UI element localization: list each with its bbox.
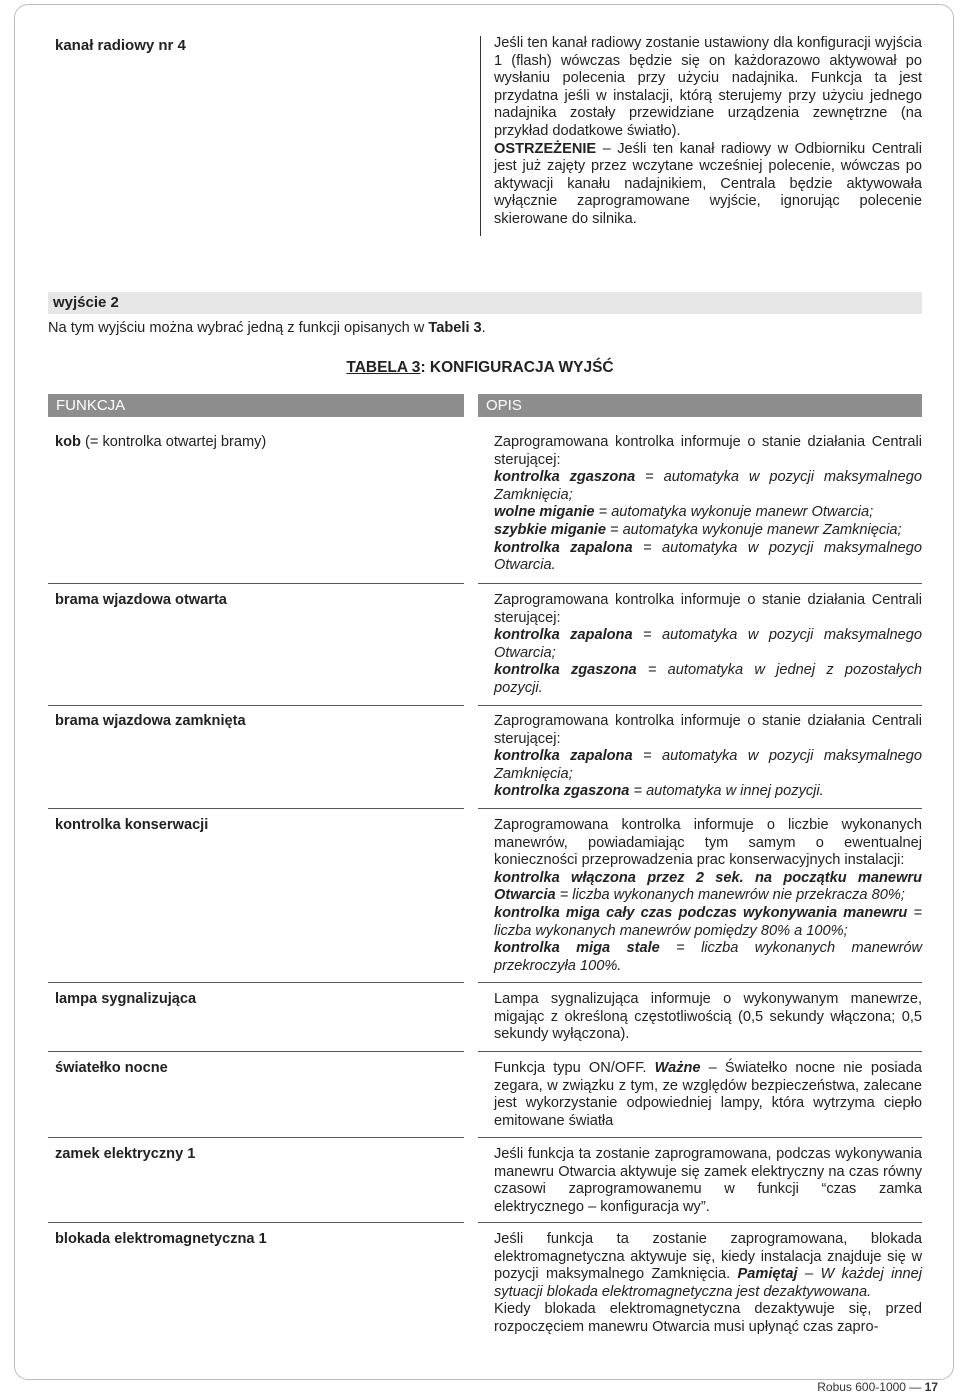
page-number: 17 [924,1380,938,1394]
desc-term: Pamiętaj [737,1266,798,1283]
desc-line [494,870,922,905]
desc-intro: Zaprogramowana kontrolka informuje o stanie działania Centrali sterującej: [494,434,922,468]
description-cell [494,592,922,698]
desc-text: – Światełko nocne nie posiada zegara, w związku z tym, ze względów bezpieczeństwa, zalecane jest wykorzystanie odpowiedniej lampy, która wytrzyma ciepło emitowane światła [494,1060,922,1129]
section-text-post: . [481,320,486,336]
description-cell [494,713,922,801]
desc-line [494,627,922,662]
radio-paragraph: Jeśli ten kanał radiowy zostanie ustawiony dla konfiguracji wyjścia 1 (flash) wówczas będzie się on każdorazowo aktywował po wysłaniu polecenia przy użyciu nadajnika. Funkcja ta jest przydatna jeśli w instalacji, którą sterujemy przy użyciu jednego nadajnika zostały przewidziane urządzenia zewnętrzne (na przykład dodatkowe światło). [494,35,922,139]
desc-term: kontrolka zapalona [494,748,633,765]
row-divider [478,1137,922,1138]
row-divider [48,1137,464,1138]
desc-line [494,748,922,783]
function-cell [55,434,455,452]
desc-term: szybkie miganie [494,521,606,538]
desc-def: = liczba wykonanych manewrów pomiędzy 80% a 100%; [494,904,922,939]
desc-text: Funkcja typu ON/OFF. [494,1060,655,1076]
desc-def: = automatyka w jednej z pozostałych pozycji. [494,662,922,696]
footer-separator: — [905,1380,925,1394]
table-title [0,358,960,378]
row-divider [478,1051,922,1052]
function-cell: światełko nocne [55,1060,168,1076]
warning-text: – Jeśli ten kanał radiowy w Odbiorniku Centrali jest już zajęty przez wczytane wcześniej polecenie, wówczas po aktywacji kanału nadajnikiem, Centrala będzie aktywowała wyłącznie zaprogramowane wyjście, ignorując polecenie skierowane do silnika. [494,140,922,227]
description-cell: Jeśli funkcja ta zostanie zaprogramowana, podczas wykonywania manewru Otwarcia aktywuje się zamek elektryczny na czas równy czasowi zaprogramowanemu w funkcji “czas zamka elektrycznego – konfiguracja wy”. [494,1146,922,1215]
desc-term: kontrolka włączona przez 2 sek. na początku manewru Otwarcia [494,869,922,904]
desc-term: kontrolka miga stale [494,940,660,957]
header-funkcja-label: FUNKCJA [56,397,126,414]
header-funkcja [48,394,464,417]
desc-line [494,662,922,697]
desc-line [494,905,922,940]
table-title-text: : KONFIGURACJA WYJŚĆ [420,359,614,376]
function-name: kob [55,434,81,450]
desc-term: kontrolka zapalona [494,627,633,644]
desc-def: = liczba wykonanych manewrów nie przekracza 80%; [555,887,905,904]
radio-channel-title: kanał radiowy nr 4 [55,37,186,54]
description-cell [494,1060,922,1130]
row-divider [48,1051,464,1052]
desc-paragraph: Kiedy blokada elektromagnetyczna dezaktywuje się, przed rozpoczęciem manewru Otwarcia musi upłynąć czas zapro- [494,1301,922,1335]
radio-warning [494,141,922,229]
desc-term: kontrolka zgaszona [494,783,630,800]
desc-line [494,940,922,975]
row-divider [48,808,464,809]
page-footer [817,1381,938,1394]
divider-line [480,36,481,236]
desc-text: Jeśli funkcja ta zostanie zaprogramowana, blokada elektromagnetyczna aktywuje się, kiedy instalacja znajduje się w pozycji maksymalnego Zamknięcia. [494,1231,922,1283]
section-text-ref: Tabeli 3 [428,320,482,336]
function-cell: zamek elektryczny 1 [55,1146,196,1162]
desc-intro: Zaprogramowana kontrolka informuje o liczbie wykonanych manewrów, powiadamiając tym samym o ewentualnej konieczności przeprowadzenia prac konserwacyjnych instalacji: [494,817,922,869]
row-divider [478,982,922,983]
function-note: (= kontrolka otwartej bramy) [80,434,267,450]
desc-def: = automatyka w innej pozycji. [629,783,824,800]
desc-def: = automatyka w pozycji maksymalnego Zamknięcia; [494,748,923,782]
desc-term: kontrolka miga cały czas podczas wykonywania manewru [494,904,908,921]
function-cell: blokada elektromagnetyczna 1 [55,1231,267,1247]
row-divider [478,583,922,584]
row-divider [48,1222,464,1223]
row-divider [478,1222,922,1223]
desc-line [494,783,922,801]
desc-line [494,469,922,504]
function-cell: brama wjazdowa zamknięta [55,713,246,729]
desc-term: kontrolka zapalona [494,539,633,556]
desc-term: kontrolka zgaszona [494,662,637,679]
desc-paragraph [494,1231,922,1301]
section-header-bar [48,292,922,314]
description-cell [494,1231,922,1337]
description-cell: Lampa sygnalizująca informuje o wykonywanym manewrze, migając z określoną częstotliwością (0,5 sekundy włączona; 0,5 sekundy wyłączona). [494,991,922,1043]
desc-line [494,504,922,522]
desc-def: = automatyka wykonuje manewr Otwarcia; [594,504,874,521]
section-title: wyjście 2 [53,294,119,311]
desc-intro: Zaprogramowana kontrolka informuje o stanie działania Centrali sterującej: [494,592,922,626]
warning-label: OSTRZEŻENIE [494,140,597,157]
radio-channel-description [494,35,922,229]
row-divider [478,705,922,706]
table-title-number: TABELA 3 [346,359,421,376]
function-cell: brama wjazdowa otwarta [55,592,227,608]
header-opis-label: OPIS [486,397,522,414]
section-text [48,320,918,338]
function-cell: kontrolka konserwacji [55,817,209,833]
function-cell: lampa sygnalizująca [55,991,197,1007]
desc-term: Ważne [654,1060,701,1076]
desc-intro: Zaprogramowana kontrolka informuje o stanie działania Centrali sterującej: [494,713,922,747]
row-divider [478,808,922,809]
section-text-pre: Na tym wyjściu można wybrać jedną z funkcji opisanych w [48,320,429,336]
desc-def: = automatyka wykonuje manewr Zamknięcia; [605,521,902,538]
header-opis [478,394,922,417]
desc-line [494,522,922,540]
row-divider [48,705,464,706]
desc-def: = automatyka w pozycji maksymalnego Zamknięcia; [494,469,922,503]
desc-def: = automatyka w pozycji maksymalnego Otwarcia. [494,539,923,574]
desc-text: – W każdej innej sytuacji blokada elektromagnetyczna jest dezaktywowana. [494,1266,922,1300]
description-cell [494,434,922,575]
row-divider [48,982,464,983]
description-cell [494,817,922,975]
desc-line [494,540,922,575]
row-divider [48,583,464,584]
footer-product: Robus 600-1000 [817,1380,906,1394]
desc-term: wolne miganie [494,504,595,521]
desc-def: = liczba wykonanych manewrów przekroczyła 100%. [494,940,923,974]
desc-def: = automatyka w pozycji maksymalnego Otwarcia; [494,627,923,661]
desc-term: kontrolka zgaszona [494,469,636,486]
